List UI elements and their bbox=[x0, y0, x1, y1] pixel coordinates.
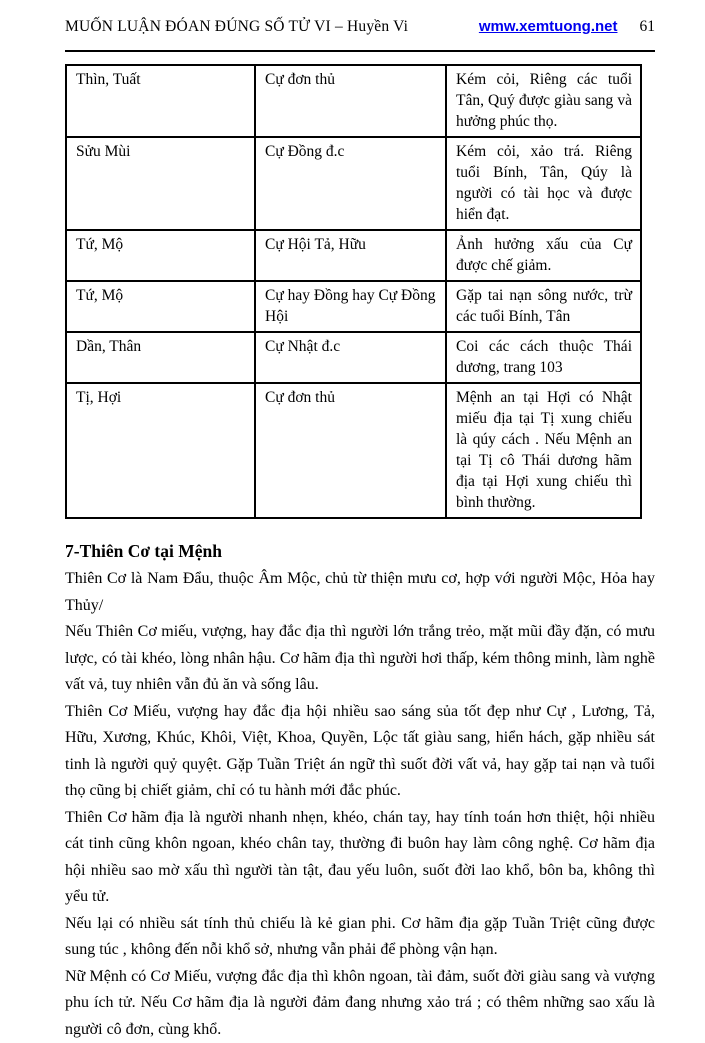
page-header bbox=[65, 18, 655, 52]
body-paragraph: Thiên Cơ là Nam Đẩu, thuộc Âm Mộc, chủ từ thiện mưu cơ, hợp với người Mộc, Hỏa hay Thủy/ bbox=[65, 566, 655, 619]
cell-combination: Cự Nhật đ.c bbox=[255, 332, 446, 383]
table-row bbox=[66, 137, 641, 230]
cell-combination: Cự Đồng đ.c bbox=[255, 137, 446, 230]
cell-position: Dần, Thân bbox=[66, 332, 255, 383]
section-heading: 7-Thiên Cơ tại Mệnh bbox=[65, 541, 655, 562]
header-right bbox=[479, 18, 655, 36]
table-row bbox=[66, 230, 641, 281]
table-row bbox=[66, 281, 641, 332]
cell-combination: Cự đơn thủ bbox=[255, 383, 446, 518]
table-row bbox=[66, 332, 641, 383]
body-paragraph: Thiên Cơ hãm địa là người nhanh nhẹn, khéo, chán tay, hay tính toán hơn thiệt, hội nhiều cát tinh cũng khôn ngoan, khéo chân tay, thường đi buôn hay làm công nghệ. Cơ hãm địa hội nhiều sao mờ xấu thì người tàn tật, đau yếu luôn, suốt đời lao khổ, bôn ba, không thì yểu tử. bbox=[65, 805, 655, 911]
cell-position: Tứ, Mộ bbox=[66, 230, 255, 281]
cell-position: Sửu Mùi bbox=[66, 137, 255, 230]
cell-combination: Cự hay Đồng hay Cự Đồng Hội bbox=[255, 281, 446, 332]
cell-meaning: Kém cỏi, xảo trá. Riêng tuổi Bính, Tân, Qúy là người có tài học và được hiển đạt. bbox=[446, 137, 641, 230]
body-paragraph: Nếu lại có nhiều sát tính thủ chiếu là kẻ gian phi. Cơ hãm địa gặp Tuần Triệt cũng được sung túc , không đến nỗi khổ sở, nhưng vẫn phải để phòng vận hạn. bbox=[65, 911, 655, 964]
zodiac-table bbox=[65, 64, 642, 519]
cell-position: Tứ, Mộ bbox=[66, 281, 255, 332]
cell-combination: Cự Hội Tả, Hữu bbox=[255, 230, 446, 281]
table-row bbox=[66, 65, 641, 137]
cell-meaning: Mệnh an tại Hợi có Nhật miếu địa tại Tị xung chiếu là qúy cách . Nếu Mệnh an tại Tị cô Thái dương hãm địa tại Hợi xung chiếu thì bình thường. bbox=[446, 383, 641, 518]
page-number: 61 bbox=[640, 18, 656, 36]
section-body bbox=[65, 566, 655, 1043]
website-link[interactable]: wmw.xemtuong.net bbox=[479, 18, 618, 35]
cell-meaning: Gặp tai nạn sông nước, trừ các tuổi Bính, Tân bbox=[446, 281, 641, 332]
body-paragraph: Nữ Mệnh có Cơ Miếu, vượng đắc địa thì khôn ngoan, tài đảm, suốt đời giàu sang và vượng phu ích tử. Nếu Cơ hãm địa là người đảm đang nhưng xảo trá ; có thêm những sao xấu là người cô đơn, cùng khổ. bbox=[65, 964, 655, 1043]
table-row bbox=[66, 383, 641, 518]
body-paragraph: Nếu Thiên Cơ miếu, vượng, hay đắc địa thì người lớn trắng trẻo, mặt mũi đầy đặn, có mưu lược, có tài khéo, lòng nhân hậu. Cơ hãm địa thì người hơi thấp, kém thông minh, làm nghề vất vả, tuy nhiên vẫn đủ ăn và sống lâu. bbox=[65, 619, 655, 699]
cell-combination: Cự đơn thủ bbox=[255, 65, 446, 137]
cell-position: Thìn, Tuất bbox=[66, 65, 255, 137]
body-paragraph: Thiên Cơ Miếu, vượng hay đắc địa hội nhiều sao sáng sủa tốt đẹp như Cự , Lương, Tả, Hữu, Xương, Khúc, Khôi, Việt, Khoa, Quyền, Lộc tất giàu sang, hiển hách, gặp nhiều sát tinh là người quỷ quyệt. Gặp Tuần Triệt án ngữ thì suốt đời vất vả, hay gặp tai nạn và tuổi thọ cũng bị chiết giảm, chỉ có tu hành mới đắc phúc. bbox=[65, 699, 655, 805]
cell-meaning: Kém cỏi, Riêng các tuổi Tân, Quý được giàu sang và hưởng phúc thọ. bbox=[446, 65, 641, 137]
cell-meaning: Ảnh hưởng xấu của Cự được chế giảm. bbox=[446, 230, 641, 281]
cell-meaning: Coi các cách thuộc Thái dương, trang 103 bbox=[446, 332, 641, 383]
document-title: MUỐN LUẬN ĐÓAN ĐÚNG SỐ TỬ VI – Huyền Vi bbox=[65, 18, 408, 36]
cell-position: Tị, Hợi bbox=[66, 383, 255, 518]
